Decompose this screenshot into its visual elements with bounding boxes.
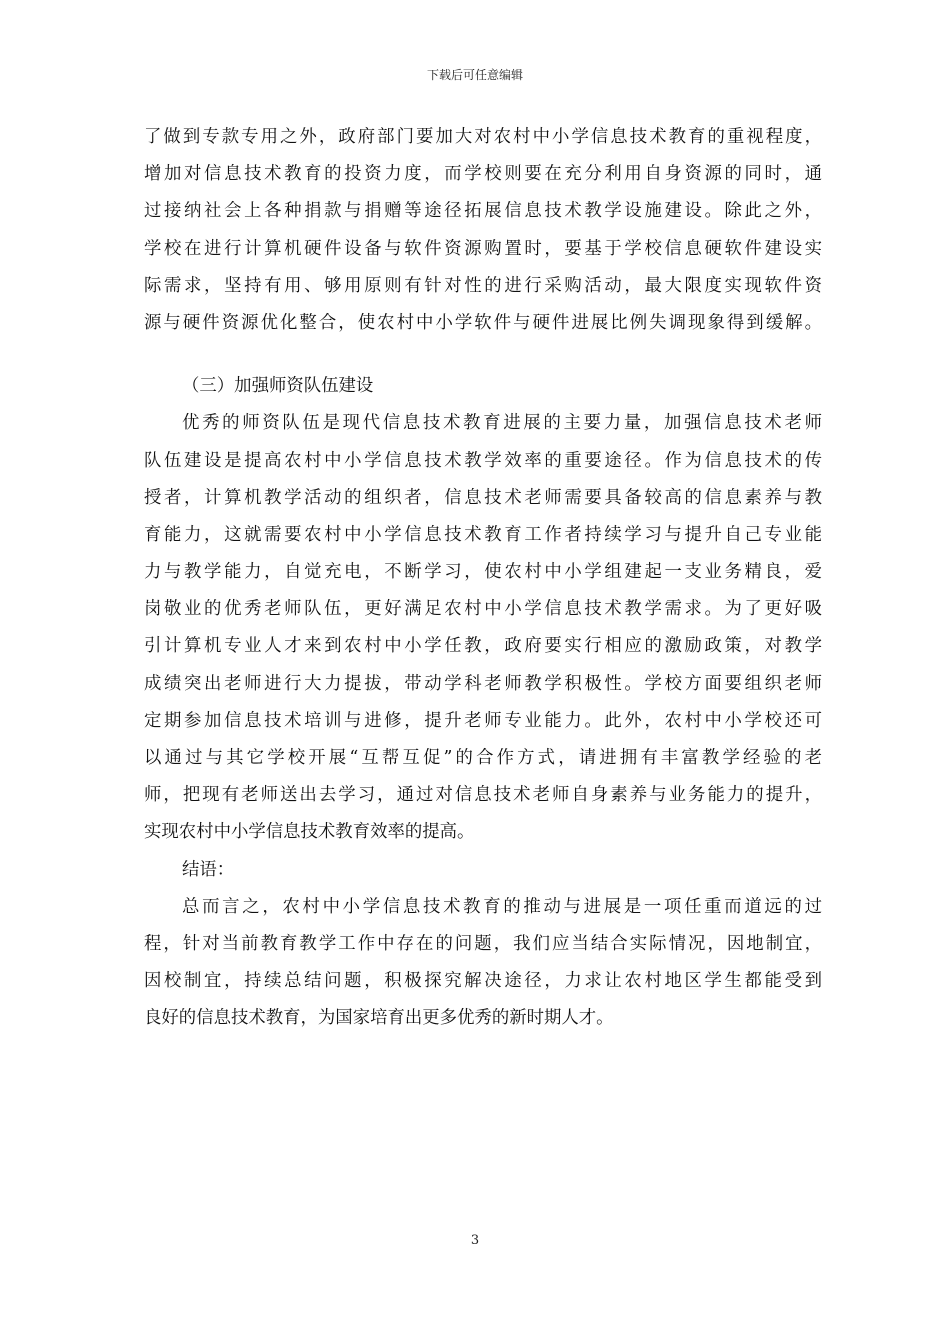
paragraph-line: 定期参加信息技术培训与进修，提升老师专业能力。此外，农村中小学校还可 <box>144 710 822 731</box>
paragraph-gap <box>144 351 822 377</box>
paragraph-line: 总而言之，农村中小学信息技术教育的推动与进展是一项任重而道远的过 <box>182 896 822 917</box>
paragraph-line: 优秀的师资队伍是现代信息技术教育进展的主要力量，加强信息技术老师 <box>182 413 822 434</box>
paragraph-line: 育能力，这就需要农村中小学信息技术教育工作者持续学习与提升自己专业能 <box>144 524 822 545</box>
paragraph-line: 增加对信息技术教育的投资力度，而学校则要在充分利用自身资源的同时，通 <box>144 164 822 185</box>
paragraph-line: 学校在进行计算机硬件设备与软件资源购置时，要基于学校信息硬软件建设实 <box>144 238 822 259</box>
paragraph-line: 队伍建设是提高农村中小学信息技术教学效率的重要途径。作为信息技术的传 <box>144 450 822 471</box>
paragraph-line: 授者，计算机教学活动的组织者，信息技术老师需要具备较高的信息素养与教 <box>144 487 822 508</box>
paragraph-line: 际需求，坚持有用、够用原则有针对性的进行采购活动，最大限度实现软件资 <box>144 275 822 296</box>
paragraph-line: 成绩突出老师进行大力提拔，带动学科老师教学积极性。学校方面要组织老师 <box>144 673 822 694</box>
paragraph-line: 师，把现有老师送出去学习，通过对信息技术老师自身素养与业务能力的提升， <box>144 785 822 806</box>
conclusion-heading: 结语： <box>182 859 235 880</box>
paragraph-line: 程，针对当前教育教学工作中存在的问题，我们应当结合实际情况，因地制宜， <box>144 933 822 954</box>
section-heading: （三）加强师资队伍建设 <box>182 376 374 397</box>
page-number: 3 <box>470 1233 480 1248</box>
paragraph-line: 因校制宜，持续总结问题，积极探究解决途径，力求让农村地区学生都能受到 <box>144 971 822 992</box>
paragraph-line: 岗敬业的优秀老师队伍，更好满足农村中小学信息技术教学需求。为了更好吸 <box>144 599 822 620</box>
paragraph-line: 实现农村中小学信息技术教育效率的提高。 <box>144 822 475 843</box>
paragraph-line: 了做到专款专用之外，政府部门要加大对农村中小学信息技术教育的重视程度， <box>144 127 822 147</box>
page-header: 下载后可任意编辑 <box>426 68 523 82</box>
paragraph-line: 良好的信息技术教育，为国家培育出更多优秀的新时期人才。 <box>144 1008 614 1029</box>
paragraph-line: 引计算机专业人才来到农村中小学任教，政府要实行相应的激励政策，对教学 <box>144 636 822 657</box>
paragraph-line: 力与教学能力，自觉充电，不断学习，使农村中小学组建起一支业务精良，爱 <box>144 562 822 583</box>
paragraph-line: 过接纳社会上各种捐款与捐赠等途径拓展信息技术教学设施建设。除此之外， <box>144 201 822 222</box>
paragraph-line: 源与硬件资源优化整合，使农村中小学软件与硬件进展比例失调现象得到缓解。 <box>144 312 822 333</box>
document-body <box>144 128 822 1047</box>
paragraph-line: 以通过与其它学校开展“互帮互促”的合作方式，请进拥有丰富教学经验的老 <box>144 748 822 768</box>
